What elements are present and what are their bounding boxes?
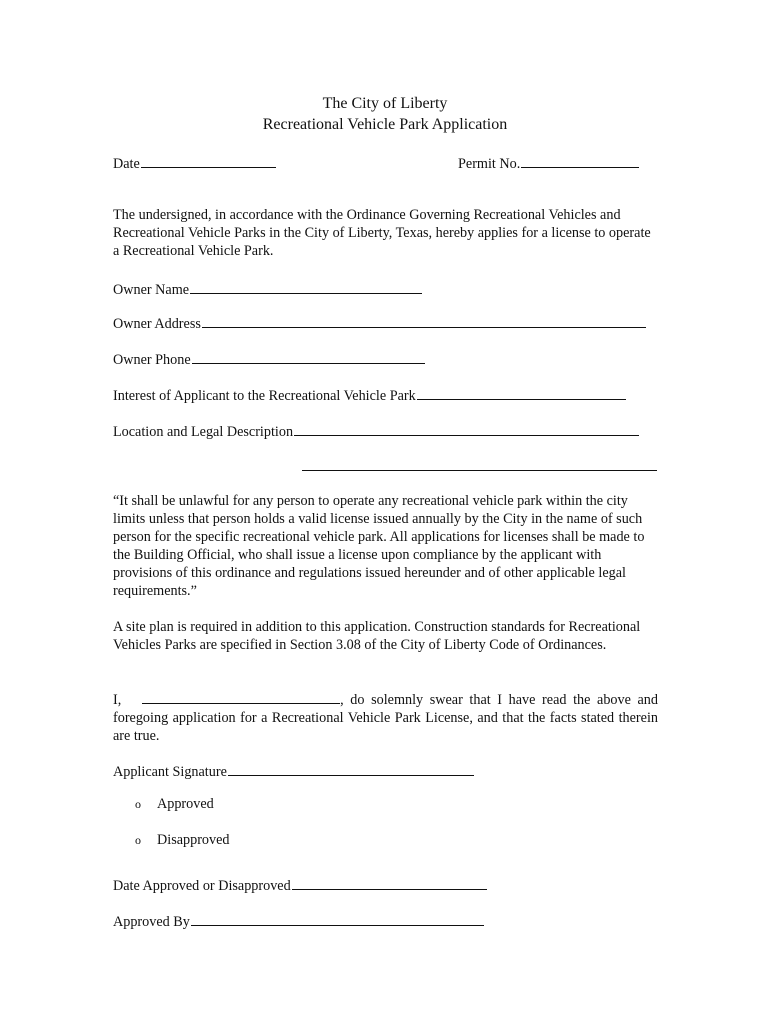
- option-approved[interactable]: [135, 795, 214, 813]
- owner-name-label: Owner Name: [113, 282, 190, 298]
- approved-by-field[interactable]: [113, 912, 484, 931]
- owner-address-field[interactable]: [113, 314, 646, 333]
- approved-by-label: Approved By: [113, 914, 190, 930]
- permit-field[interactable]: [458, 154, 639, 173]
- disapproved-bullet-icon[interactable]: o: [135, 833, 141, 847]
- date-label: Date: [113, 156, 140, 172]
- intro-paragraph: The undersigned, in accordance with the Ordinance Governing Recreational Vehicles and Recreational Vehicle Parks in the City of Liberty, Texas, hereby applies for a license to operate a Recreational Vehicle Park.: [113, 207, 651, 259]
- owner-phone-field[interactable]: [113, 350, 425, 369]
- approved-by-blank[interactable]: [191, 912, 484, 926]
- owner-address-blank[interactable]: [202, 314, 646, 328]
- date-approved-label: Date Approved or Disapproved: [113, 878, 291, 894]
- permit-blank[interactable]: [521, 154, 639, 168]
- owner-phone-blank[interactable]: [192, 350, 425, 364]
- approved-bullet-icon[interactable]: o: [135, 797, 141, 811]
- title-city: The City of Liberty: [322, 95, 448, 112]
- owner-address-label: Owner Address: [113, 316, 201, 332]
- disapproved-label: Disapproved: [157, 832, 230, 848]
- applicant-signature-blank[interactable]: [228, 762, 474, 776]
- date-approved-blank[interactable]: [292, 876, 487, 890]
- interest-blank[interactable]: [417, 386, 626, 400]
- date-approved-field[interactable]: [113, 876, 487, 895]
- owner-name-field[interactable]: [113, 280, 422, 299]
- date-blank[interactable]: [141, 154, 276, 168]
- oath-paragraph: [113, 690, 658, 745]
- owner-phone-label: Owner Phone: [113, 352, 191, 368]
- location-field[interactable]: [113, 422, 639, 441]
- title-form: Recreational Vehicle Park Application: [262, 116, 508, 133]
- ordinance-quote: “It shall be unlawful for any person to operate any recreational vehicle park within the city limits unless that person holds a valid license issued annually by the City in the name of such person for the specific recreational vehicle park. All applications for licenses shall be made to the Building Official, who shall issue a license upon compliance by the applicant with provisions of this ordinance and regulations issued hereunder and of other applicable legal requirements.”: [113, 493, 645, 599]
- applicant-signature-label: Applicant Signature: [113, 764, 227, 780]
- location-blank-2[interactable]: [302, 470, 657, 471]
- date-field[interactable]: [113, 154, 276, 173]
- interest-field[interactable]: [113, 386, 626, 405]
- owner-name-blank[interactable]: [190, 280, 422, 294]
- oath-prefix: I,: [113, 692, 122, 708]
- site-plan-paragraph: A site plan is required in addition to this application. Construction standards for Recreational Vehicles Parks are specified in Section 3.08 of the City of Liberty Code of Ordinances.: [113, 619, 641, 653]
- oath-suffix: , do solemnly swear that I have read the above and foregoing application for a Recreational Vehicle Park License, and that the facts stated therein are true.: [113, 692, 658, 744]
- location-blank[interactable]: [294, 422, 639, 436]
- interest-label: Interest of Applicant to the Recreational Vehicle Park: [113, 388, 416, 404]
- approved-label: Approved: [157, 796, 214, 812]
- applicant-signature-field[interactable]: [113, 762, 474, 781]
- location-label: Location and Legal Description: [113, 424, 294, 440]
- option-disapproved[interactable]: [135, 831, 230, 849]
- oath-name-blank[interactable]: [142, 690, 340, 704]
- permit-label: Permit No.: [458, 156, 521, 172]
